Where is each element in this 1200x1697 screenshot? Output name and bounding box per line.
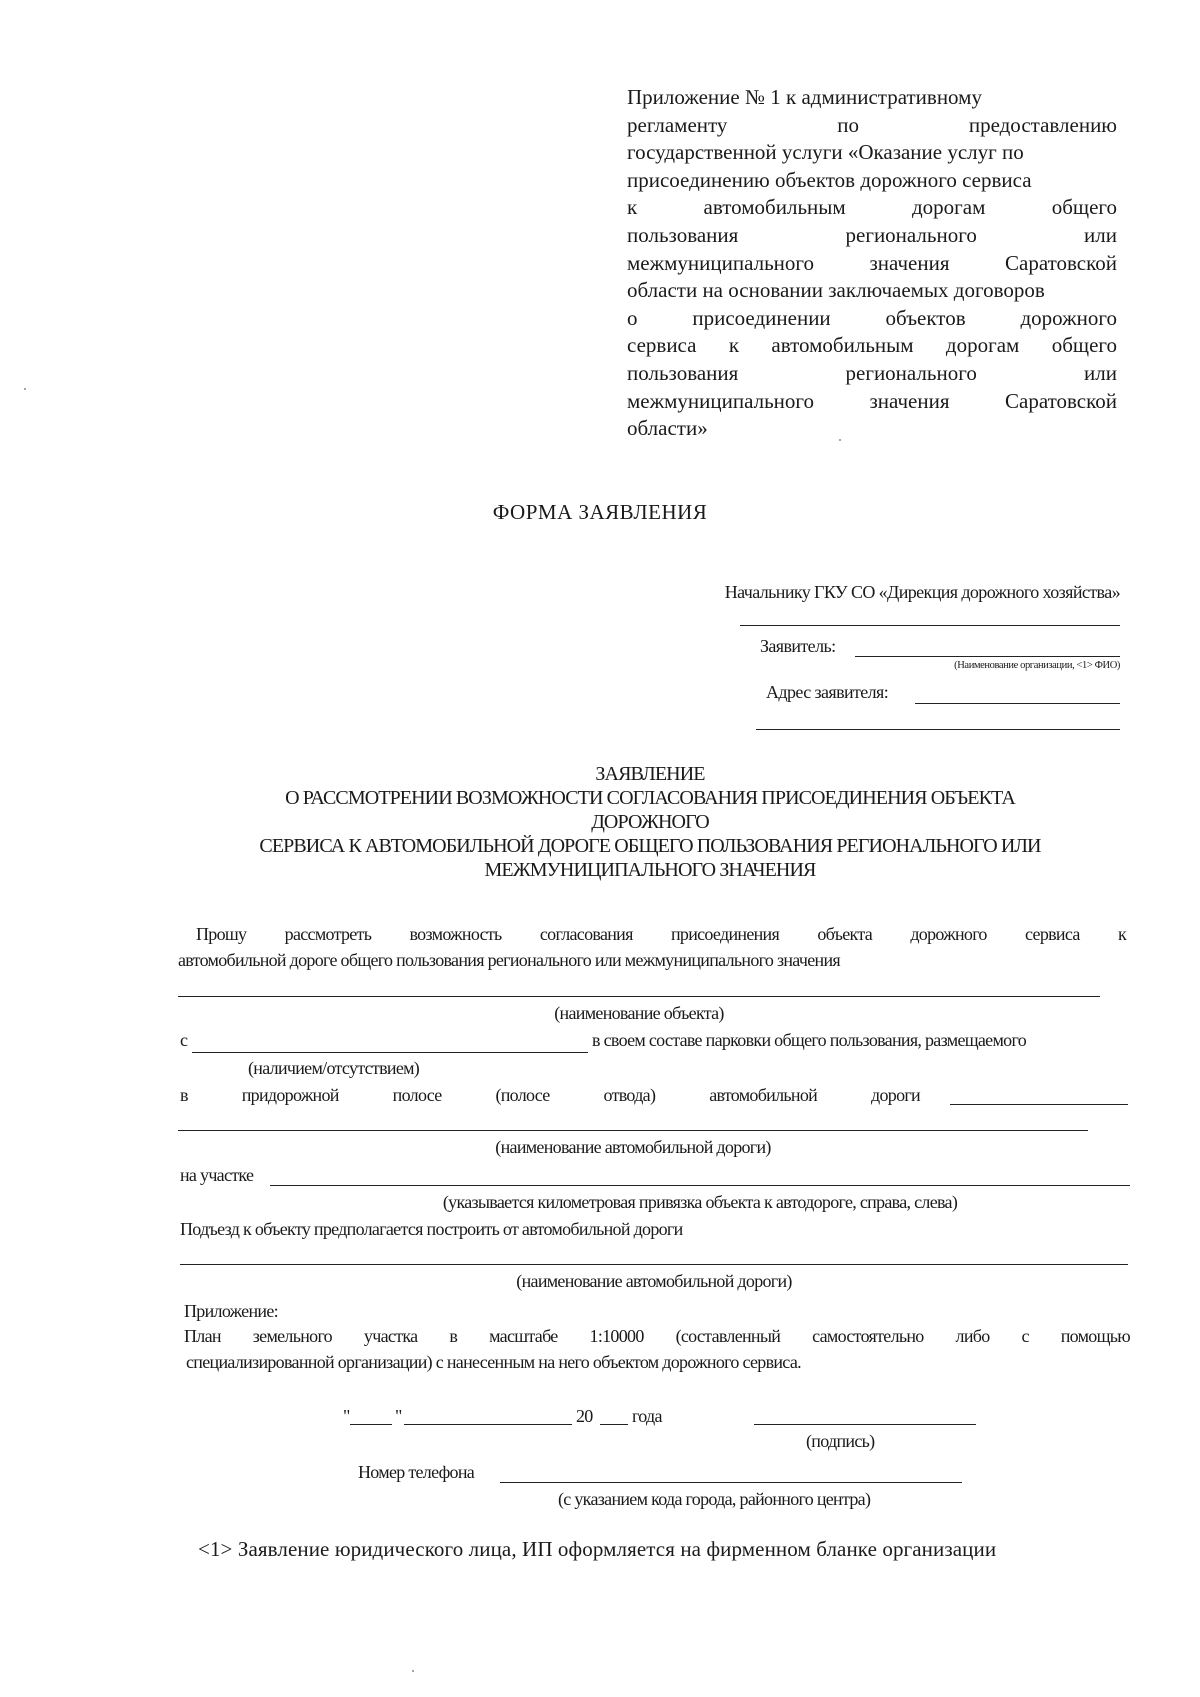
attachment-line-2: специализированной организации) с нанесенным на него объектом дорожного сервиса.: [186, 1352, 801, 1372]
annex-block: [627, 84, 1117, 443]
roadside-line: в придорожной полосе (полосе отвода) автомобильной дороги: [180, 1085, 920, 1105]
request-line-1: Прошу рассмотреть возможность согласования присоединения объекта дорожного сервиса к: [196, 924, 1126, 944]
attachment-line-1: План земельного участка в масштабе 1:10000 (составленный самостоятельно либо с помощью: [184, 1326, 1130, 1346]
with-label: с: [180, 1030, 188, 1050]
address-field[interactable]: [915, 703, 1120, 704]
road-field-b[interactable]: [178, 1130, 1088, 1131]
request-line-2: автомобильной дороге общего пользования регионального или межмуниципального значения: [178, 950, 840, 970]
road-name-note-2: (наименование автомобильной дороги): [516, 1271, 792, 1291]
title-line: СЕРВИСА К АВТОМОБИЛЬНОЙ ДОРОГЕ ОБЩЕГО ПОЛЬЗОВАНИЯ РЕГИОНАЛЬНОГО ИЛИ: [259, 835, 1041, 857]
object-name-field[interactable]: [178, 996, 1100, 997]
applicant-note: (Наименование организации, <1> ФИО): [954, 660, 1120, 671]
applicant-label: Заявитель:: [760, 636, 836, 656]
annex-line: Приложение № 1 к административному: [627, 85, 982, 109]
signature-field[interactable]: [754, 1424, 976, 1425]
annex-line: межмуниципального значения Саратовской: [627, 250, 1117, 275]
section-label: на участке: [180, 1165, 254, 1185]
parking-text: в своем составе парковки общего пользования, размещаемого: [592, 1030, 1026, 1050]
title-line: ДОРОЖНОГО: [591, 811, 709, 833]
attachment-label: Приложение:: [184, 1301, 278, 1321]
footnote: <1> Заявление юридического лица, ИП оформляется на фирменном бланке организации: [198, 1537, 997, 1561]
title-line: МЕЖМУНИЦИПАЛЬНОГО ЗНАЧЕНИЯ: [484, 859, 816, 881]
address-label: Адрес заявителя:: [766, 682, 889, 702]
annex-line: регламенту по предоставлению: [627, 112, 1117, 137]
date-year-field[interactable]: [600, 1424, 628, 1425]
road-name-note-1: (наименование автомобильной дороги): [495, 1137, 771, 1157]
addressee-to: Начальнику ГКУ СО «Дирекция дорожного хозяйства»: [724, 582, 1120, 602]
signature-note: (подпись): [806, 1431, 875, 1451]
object-name-note: (наименование объекта): [554, 1003, 724, 1023]
annex-line: пользования регионального или: [627, 222, 1117, 247]
road-field-a[interactable]: [950, 1104, 1128, 1105]
annex-line: области на основании заключаемых договоров: [627, 278, 1045, 303]
annex-line: о присоединении объектов дорожного: [627, 305, 1117, 330]
scan-speck: [839, 439, 841, 441]
scan-speck: [24, 388, 26, 390]
access-road-field[interactable]: [180, 1264, 1128, 1265]
phone-note: (с указанием кода города, районного центра): [558, 1489, 871, 1509]
scan-speck: [412, 1670, 414, 1672]
annex-line: к автомобильным дорогам общего: [627, 195, 1117, 220]
annex-line: области»: [627, 416, 708, 441]
access-text: Подъезд к объекту предполагается построить от автомобильной дороги: [180, 1219, 683, 1239]
presence-field[interactable]: [192, 1052, 588, 1053]
address-field-2[interactable]: [756, 729, 1120, 730]
section-field[interactable]: [270, 1185, 1130, 1186]
date-year-prefix: 20: [576, 1406, 593, 1426]
application-title: [200, 762, 1100, 882]
title-line: ЗАЯВЛЕНИЕ: [595, 763, 705, 785]
addressee-underline: [740, 625, 1120, 626]
annex-line: пользования регионального или: [627, 360, 1117, 385]
title-line: О РАССМОТРЕНИИ ВОЗМОЖНОСТИ СОГЛАСОВАНИЯ ПРИСОЕДИНЕНИЯ ОБЪЕКТА: [285, 787, 1015, 809]
date-month-field[interactable]: [404, 1424, 572, 1425]
date-year-suffix: года: [632, 1406, 662, 1426]
annex-line: государственной услуги «Оказание услуг по: [627, 140, 1024, 165]
presence-note: (наличием/отсутствием): [248, 1058, 420, 1078]
form-title: ФОРМА ЗАЯВЛЕНИЯ: [492, 500, 708, 524]
annex-line: межмуниципального значения Саратовской: [627, 388, 1117, 413]
km-note: (указывается километровая привязка объекта к автодороге, справа, слева): [442, 1192, 958, 1212]
phone-field[interactable]: [500, 1482, 962, 1483]
date-quote-open: ": [343, 1406, 350, 1426]
applicant-field[interactable]: [855, 656, 1120, 657]
annex-line: сервиса к автомобильным дорогам общего: [627, 333, 1117, 358]
phone-label: Номер телефона: [358, 1462, 475, 1482]
annex-line: присоединению объектов дорожного сервиса: [627, 167, 1032, 192]
date-quote-close: ": [395, 1406, 402, 1426]
date-day-field[interactable]: [350, 1424, 392, 1425]
